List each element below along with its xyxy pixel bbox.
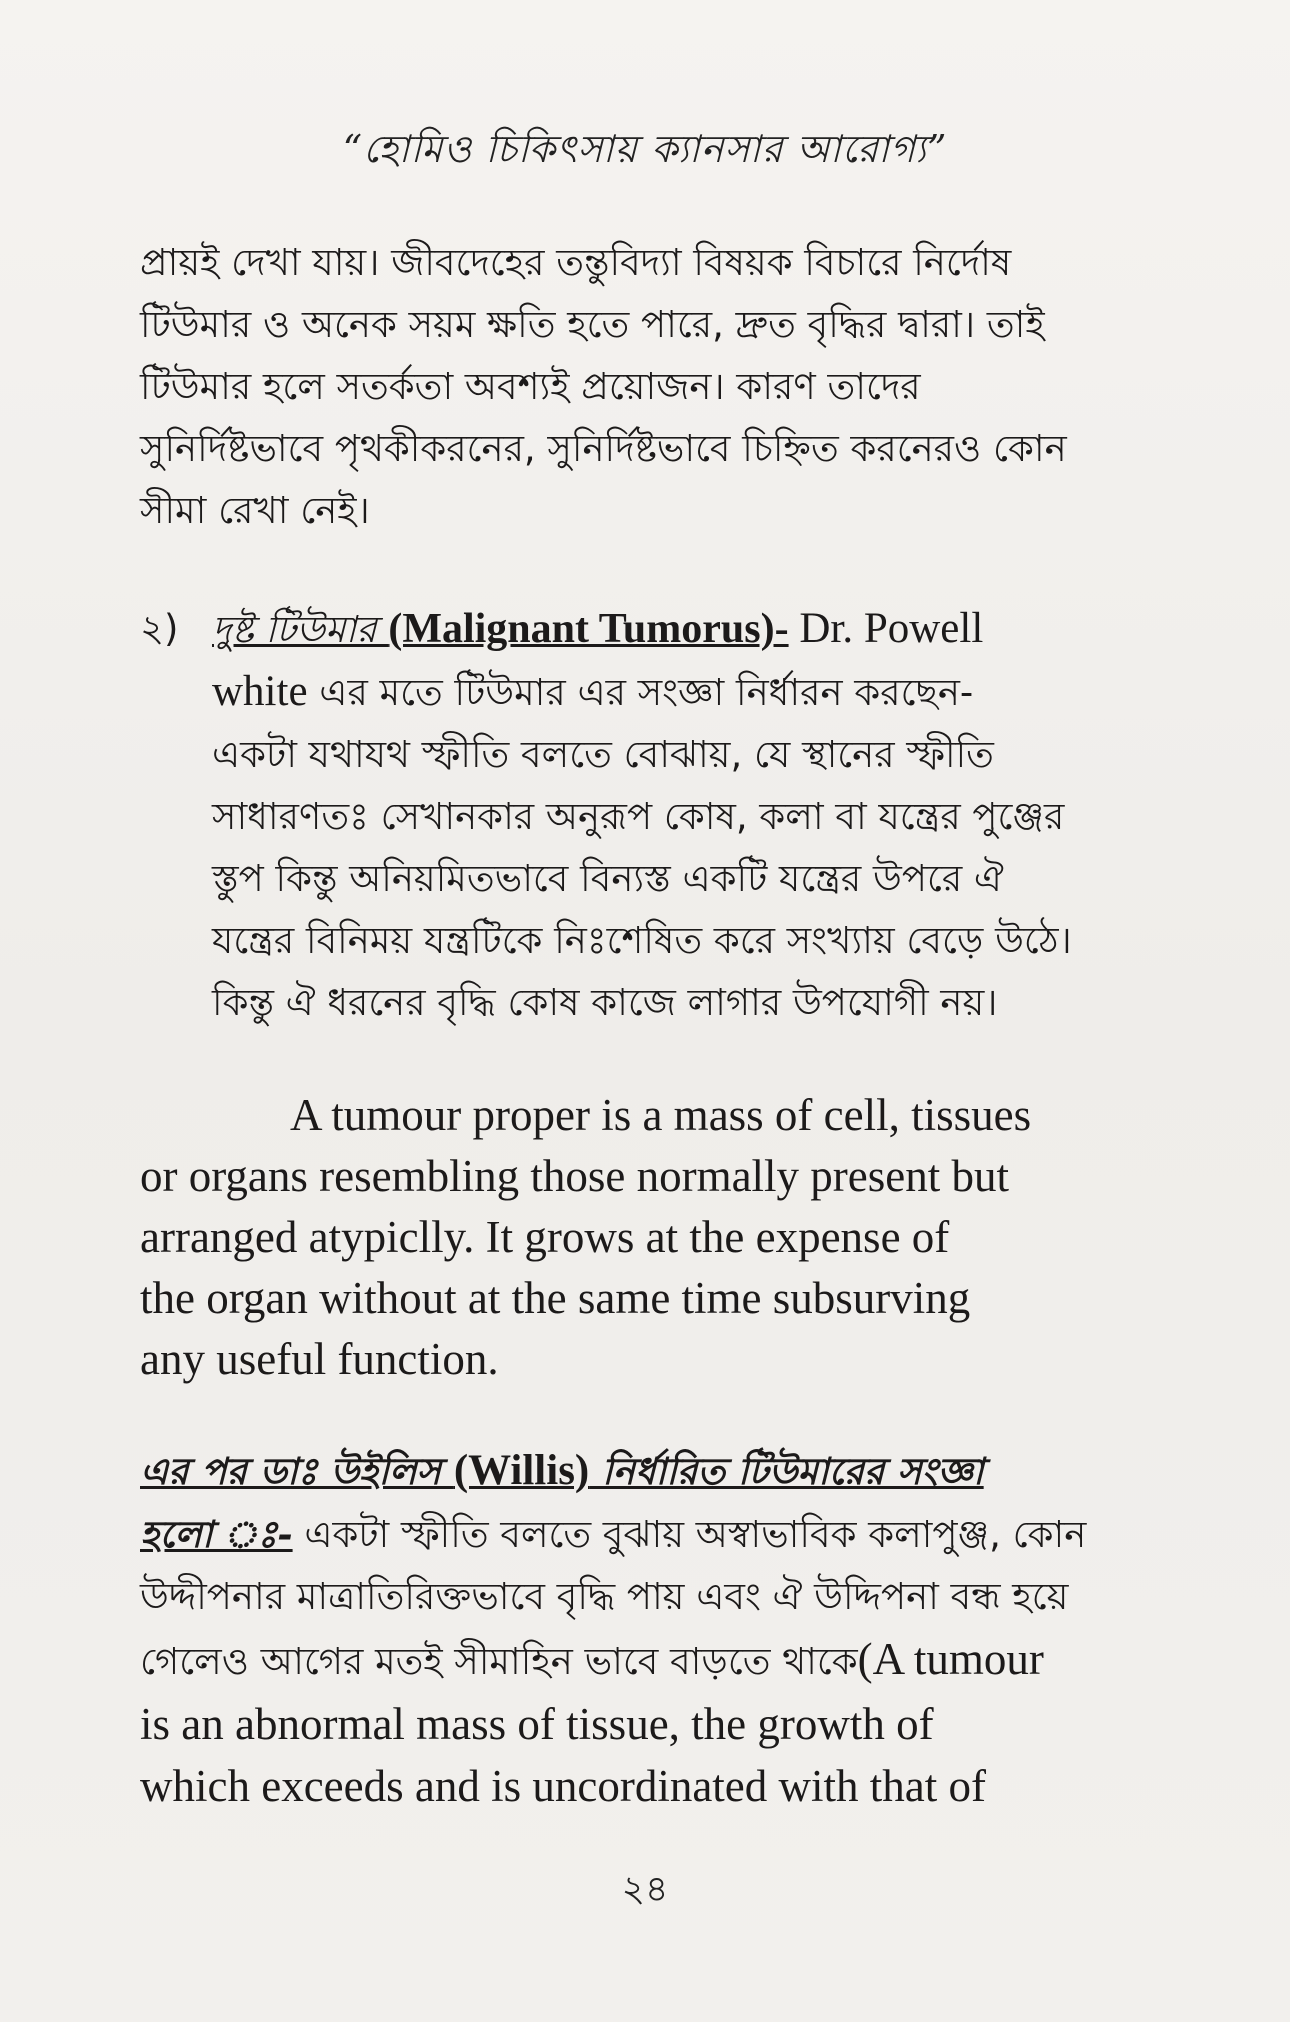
text-line: any useful function. — [140, 1334, 499, 1384]
running-header: “হোমিও চিকিৎসায় ক্যানসার আরোগ্য” — [342, 127, 948, 171]
text-line: টিউমার হলে সতর্কতা অবশ্যই প্রয়োজন। কারণ তাদের — [140, 365, 921, 408]
text-line: কিন্তু ঐ ধরনের বৃদ্ধি কোষ কাজে লাগার উপযোগী নয়। — [212, 981, 998, 1024]
item-title-en: (Malignant Tumorus)- — [388, 606, 789, 652]
text-line: সীমা রেখা নেই। — [140, 489, 370, 532]
text-line: সুনির্দিষ্টভাবে পৃথকীকরনের, সুনির্দিষ্টভাবে চিহ্নিত করনেরও কোন — [140, 427, 1067, 470]
heading-part-en: (Willis) — [453, 1447, 590, 1494]
section-heading — [140, 1449, 984, 1493]
text-segment: একটা স্ফীতি বলতে বুঝায় অস্বাভাবিক কলাপুঞ্জ, কোন — [292, 1513, 1087, 1556]
paragraph-willis-definition — [140, 1440, 1175, 1817]
text-line: A tumour proper is a mass of cell, tissues — [290, 1090, 1032, 1140]
page-number: ২৪ — [621, 1869, 669, 1910]
text-line: or organs resembling those normally present but — [140, 1151, 1009, 1201]
item-line-rest: এর মতে টিউমার এর সংজ্ঞা নির্ধারন করছেন- — [307, 671, 974, 714]
item-title — [212, 608, 789, 651]
text-line: প্রায়ই দেখা যায়। জীবদেহের তন্তুবিদ্যা বিষয়ক বিচারে নির্দোষ — [140, 241, 1012, 284]
text-line: স্তুপ কিন্তু অনিয়মিতভাবে বিন্যস্ত একটি যন্ত্রের উপরে ঐ — [212, 857, 1004, 900]
text-line — [140, 1628, 1175, 1693]
paragraph-intro — [140, 232, 1175, 542]
text-line: টিউমার ও অনেক সয়ম ক্ষতি হতে পারে, দ্রুত বৃদ্ধির দ্বারা। তাই — [140, 303, 1045, 346]
item-title-bn: দুষ্ট টিউমার — [212, 608, 389, 651]
text-line — [212, 661, 1175, 724]
item-title-line — [212, 598, 1175, 661]
item-number: ২) — [140, 607, 179, 650]
text-line: which exceeds and is uncordinated with that of — [140, 1761, 986, 1811]
item-author-cont: white — [212, 668, 308, 715]
item-content — [212, 598, 1175, 1034]
item-author: Dr. Powell — [788, 605, 984, 652]
text-line: the organ without at the same time subsurving — [140, 1273, 971, 1323]
heading-line — [140, 1440, 1175, 1503]
text-line: একটা যথাযথ স্ফীতি বলতে বোঝায়, যে স্থানের স্ফীতি — [212, 733, 994, 776]
text-line: যন্ত্রের বিনিময় যন্ত্রটিকে নিঃশেষিত করে সংখ্যায় বেড়ে উঠে। — [212, 919, 1072, 962]
section-heading-cont: হলো ঃ- — [140, 1512, 293, 1556]
text-line — [140, 1503, 1175, 1566]
paragraph-english-definition — [140, 1085, 1175, 1390]
text-line: is an abnormal mass of tissue, the growth of — [140, 1699, 934, 1749]
heading-part: এর পর ডাঃ উইলিস — [140, 1449, 454, 1493]
text-segment-en: (A tumour — [857, 1634, 1044, 1684]
text-line: সাধারণতঃ সেখানকার অনুরূপ কোষ, কলা বা যন্ত্রের পুঞ্জের — [212, 795, 1065, 838]
text-segment: গেলেও আগের মতই সীমাহিন ভাবে বাড়তে থাকে — [140, 1640, 858, 1683]
text-line: উদ্দীপনার মাত্রাতিরিক্তভাবে বৃদ্ধি পায় এবং ঐ উদ্দিপনা বন্ধ হয়ে — [140, 1575, 1069, 1618]
text-line: arranged atypiclly. It grows at the expense of — [140, 1212, 950, 1262]
heading-part: নির্ধারিত টিউমারের সংজ্ঞা — [589, 1449, 984, 1493]
